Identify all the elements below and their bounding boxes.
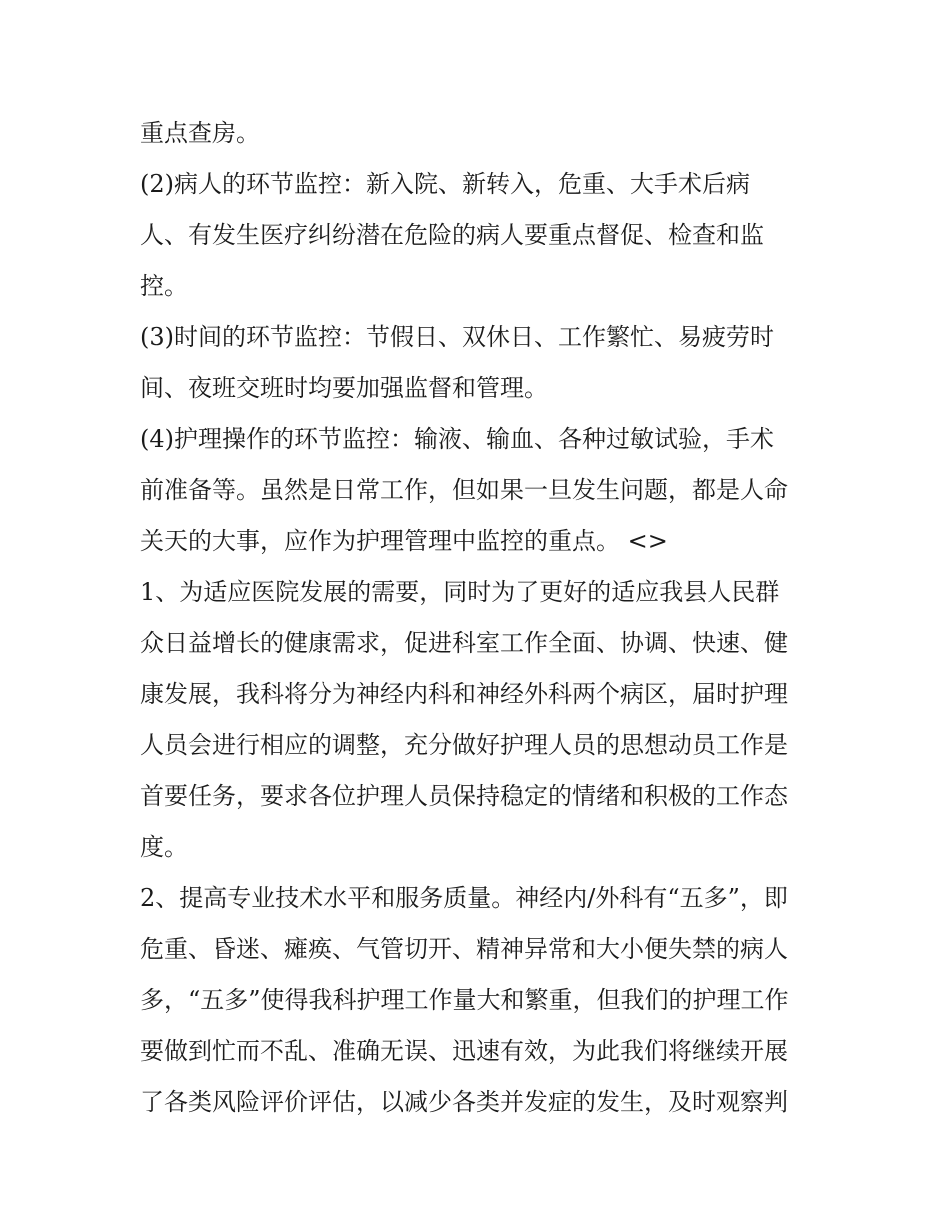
text-line: 控。 bbox=[140, 272, 188, 300]
text-line: 康发展，我科将分为神经内科和神经外科两个病区，届时护理 bbox=[140, 680, 788, 708]
text-line: 人员会进行相应的调整，充分做好护理人员的思想动员工作是 bbox=[140, 731, 788, 759]
text-line: 要做到忙而不乱、准确无误、迅速有效，为此我们将继续开展 bbox=[140, 1037, 788, 1065]
text-line: 1、为适应医院发展的需要，同时为了更好的适应我县人民群 bbox=[140, 578, 780, 606]
text-line: 关天的大事，应作为护理管理中监控的重点。 <> bbox=[140, 527, 668, 555]
text-line: 首要任务，要求各位护理人员保持稳定的情绪和积极的工作态 bbox=[140, 782, 788, 810]
text-line: (2)病人的环节监控：新入院、新转入，危重、大手术后病 bbox=[140, 170, 750, 198]
text-line: 众日益增长的健康需求，促进科室工作全面、协调、快速、健 bbox=[140, 629, 788, 657]
text-line: 前准备等。虽然是日常工作，但如果一旦发生问题，都是人命 bbox=[140, 476, 788, 504]
text-line: (3)时间的环节监控：节假日、双休日、工作繁忙、易疲劳时 bbox=[140, 323, 774, 351]
text-line: 重点查房。 bbox=[140, 119, 260, 147]
text-line: (4)护理操作的环节监控：输液、输血、各种过敏试验，手术 bbox=[140, 425, 774, 453]
text-line: 了各类风险评价评估，以减少各类并发症的发生，及时观察判 bbox=[140, 1088, 788, 1116]
text-line: 度。 bbox=[140, 833, 188, 861]
text-line: 2、提高专业技术水平和服务质量。神经内/外科有“五多”，即 bbox=[140, 884, 788, 912]
text-line: 危重、昏迷、瘫痪、气管切开、精神异常和大小便失禁的病人 bbox=[140, 935, 788, 963]
text-line: 间、夜班交班时均要加强监督和管理。 bbox=[140, 374, 548, 402]
document-body bbox=[140, 108, 820, 1128]
text-line: 多，“五多”使得我科护理工作量大和繁重，但我们的护理工作 bbox=[140, 986, 789, 1014]
text-line: 人、有发生医疗纠纷潜在危险的病人要重点督促、检查和监 bbox=[140, 221, 764, 249]
